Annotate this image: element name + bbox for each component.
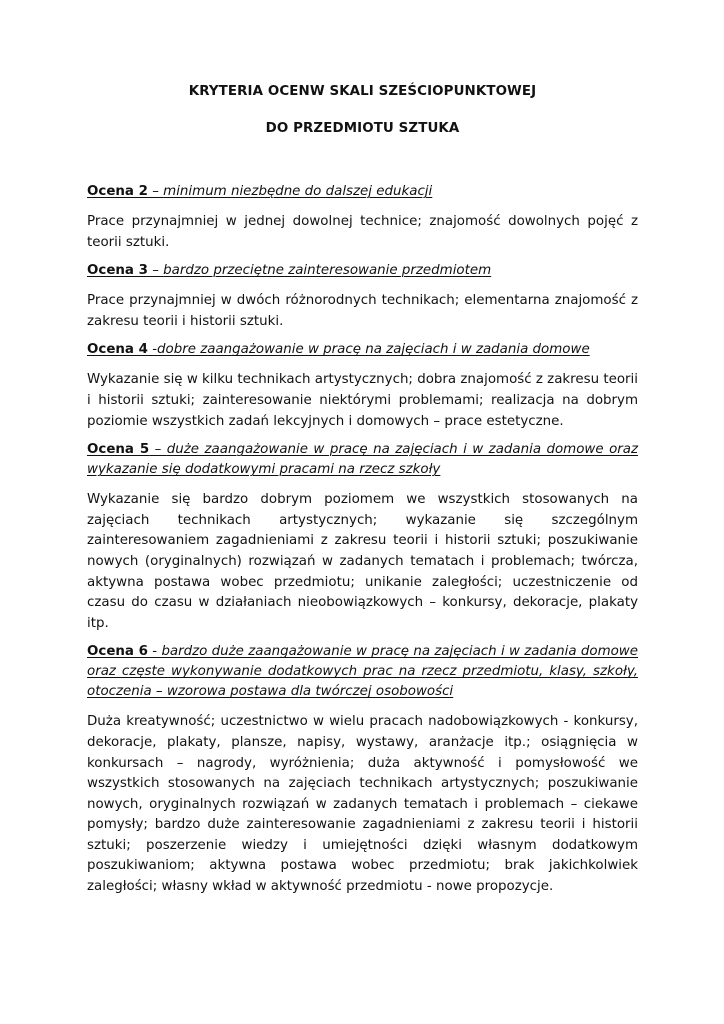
grade-4-heading xyxy=(87,340,638,360)
grade-label: Ocena 4 xyxy=(87,342,148,358)
grade-label: Ocena 5 xyxy=(87,442,150,458)
grade-3-description: Prace przynajmniej w dwóch różnorodnych technikach; elementarna znajomość z zakresu teorii i historii sztuki. xyxy=(87,293,638,329)
grade-separator: - xyxy=(147,342,158,358)
grade-heading-text: bardzo duże zaangażowanie w pracę na zajęciach i w zadania domowe oraz częste wykonywanie dodatkowych prac na rzecz przedmiotu, klasy, szkoły, otoczenia – wzorowa postawa dla twórczej osobowości xyxy=(87,644,638,700)
grade-separator: - xyxy=(148,644,162,660)
grade-separator: – xyxy=(147,263,164,279)
grade-heading-text: duże zaangażowanie w pracę na zajęciach i w zadania domowe oraz wykazanie się dodatkowymi pracami na rzecz szkoły xyxy=(87,442,639,478)
grade-6-description: Duża kreatywność; uczestnictwo w wielu pracach nadobowiązkowych - konkursy, dekoracje, plakaty, plansze, napisy, wystawy, aranżacje itp.; osiągnięcia w konkursach – nagrody, wyróżnienia; duża aktywność i pomysłowość we wszystkich stosowanych na zajęciach technikach artystycznych; poszukiwanie nowych, oryginalnych rozwiązań w zadanych tematach i problemach – ciekawe pomysły; bardzo duże zainteresowanie zagadnieniami z zakresu teorii i historii sztuki; poszerzenie wiedzy i umiejętności dzięki własnym dodatkowym poszukiwaniom; aktywna postawa wobec przedmiotu; brak jakichkolwiek zaległości; własny wkład w aktywność przedmiotu - nowe propozycje. xyxy=(87,714,638,895)
grade-separator: – xyxy=(149,442,167,458)
grade-2-heading xyxy=(87,182,638,202)
grade-separator: – xyxy=(147,184,164,199)
grade-3-heading xyxy=(87,261,638,281)
document-title-line-2: DO PRZEDMIOTU SZTUKA xyxy=(265,121,460,136)
grade-label: Ocena 6 xyxy=(87,644,148,660)
grade-5-heading xyxy=(87,440,638,480)
grade-2-description: Prace przynajmniej w jednej dowolnej technice; znajomość dowolnych pojęć z teorii sztuki. xyxy=(87,214,638,250)
grade-6-heading xyxy=(87,642,638,702)
grade-label: Ocena 2 xyxy=(87,184,148,199)
grade-4-description: Wykazanie się w kilku technikach artystycznych; dobra znajomość z zakresu teorii i historii sztuki; zainteresowanie niektórymi problemami; realizacja na dobrym poziomie wszystkich zadań lekcyjnych i domowych – prace estetyczne. xyxy=(87,372,638,429)
grade-5-description: Wykazanie się bardzo dobrym poziomem we wszystkich stosowanych na zajęciach technikach artystycznych; wykazanie się szczególnym zainteresowaniem zagadnieniami z zakresu teorii i historii sztuki; poszukiwanie nowych (oryginalnych) rozwiązań w zadanych tematach i problemach; twórcza, aktywna postawa wobec przedmiotu; unikanie zaległości; uczestniczenie od czasu do czasu w działaniach nieobowiązkowych – konkursy, dekoracje, plakaty itp. xyxy=(87,492,638,631)
document-title-line-1: KRYTERIA OCENW SKALI SZEŚCIOPUNKTOWEJ xyxy=(188,84,537,99)
grade-heading-text: dobre zaangażowanie w pracę na zajęciach i w zadania domowe xyxy=(157,342,590,358)
grade-label: Ocena 3 xyxy=(87,263,148,279)
grade-heading-text: bardzo przeciętne zainteresowanie przedmiotem xyxy=(163,263,492,279)
grade-heading-text: minimum niezbędne do dalszej edukacji xyxy=(163,184,433,199)
